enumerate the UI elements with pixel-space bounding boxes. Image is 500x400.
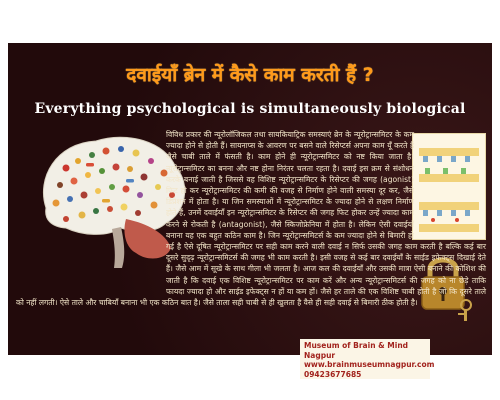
body-spacer-right	[414, 129, 486, 237]
museum-poster	[8, 43, 492, 379]
museum-credit	[300, 339, 435, 379]
poster-subtitle: Everything psychological is simultaneously biological	[34, 101, 466, 117]
credit-phone: 09423677685	[304, 369, 362, 379]
poster-title: दवाईयाँ ब्रेन में कैसे काम करती हैं ?	[126, 64, 374, 86]
body-spacer-left	[16, 129, 166, 297]
body-paragraph	[16, 129, 486, 329]
credit-museum-name: Museum of Brain & Mind Nagpur	[304, 341, 409, 360]
body-text: विविध प्रकार की न्यूरोलॉजिकल तथा सायकियाट्रिक समस्याएं ब्रेन के न्यूरोट्रान्समिटर के कम ज्यादा होने से होती हैं। सायनाप्स के आवरण पर बसने वाले रिसेप्टर्स अपना काम यूँ करते हैं जैसे चाबी ताले में फंसती है। काम होने ही न्यूरोट्रान्समिटर को नष्ट किया जाता है। न्यूरोट्रान्समिटर का बनना और नष्ट होना निरंतर चलता रहता है। दवाई इस क्रम से संशोधन करके बनाई जाती है जिससे वह विशिष्ट न्यूरोट्रान्समिटर के रिसेप्टर की जगह (agonist) फिट हो कर न्यूरोट्रान्समिटर की कमी की वजह से निर्माण होने वाली समस्या दूर कर, जैसे डिप्रेशन में होता है। या जिन समस्याओं में न्यूरोट्रान्समिटर के ज्यादा होने से लक्षण निर्माण होते हैं, उनमें दवाईयाँ इन न्यूरोट्रान्समिटर के रिसेप्टर की जगह फिट होकर उन्हें ज्यादा काम करने से रोकती है (antagonist), जैसे स्किजोफ्रेनिया में होता है। लेकिन ऐसी दवाईयाँ बनाना यह एक बहुत कठिन काम है। जिन न्यूरोट्रान्समिटर्स के कम ज्यादा होने से बिमारी हो गई है ऐसे दूषित न्यूरोट्रान्समिटर पर सही काम करने वाली दवाई न सिर्फ उसकी जगह काम करती है बल्कि कई बार दूसरे सुदृढ़ न्यूरोट्रान्समिटर्स की जगह भी काम करती है। इसी वजह से कई बार दवाईयाँ के साईड इफेक्ट्स दिखाई देते हैं। जैसे आम में सूखे के साथ गीला भी जलता है। आज कल की दवाईयाँ और उसकी मात्रा ऐसी बनाने की कोशिश की जाती है कि दवाई एक विशिष्ट न्यूरोट्रान्समिटर पर काम करें और अन्य न्यूरोट्रान्समिटर्स की जगह को ना छेड़े ताकि फायदा ज्यादा हो और साईड इफेक्ट्स न हों या कम हों। जैसे हर ताले की एक विशिष्ट चाबी होती है जो कि दूसरे ताले को नहीं लगती। ऐसे ताले और चाबियाँ बनाना भी एक कठिन बात है। जैसे ताला सही चाबी से ही खुलता है वैसे ही सही दवाई से बिमारी ठीक होती है।	[16, 130, 486, 308]
credit-website: www.brainmuseumnagpur.com	[304, 360, 435, 369]
